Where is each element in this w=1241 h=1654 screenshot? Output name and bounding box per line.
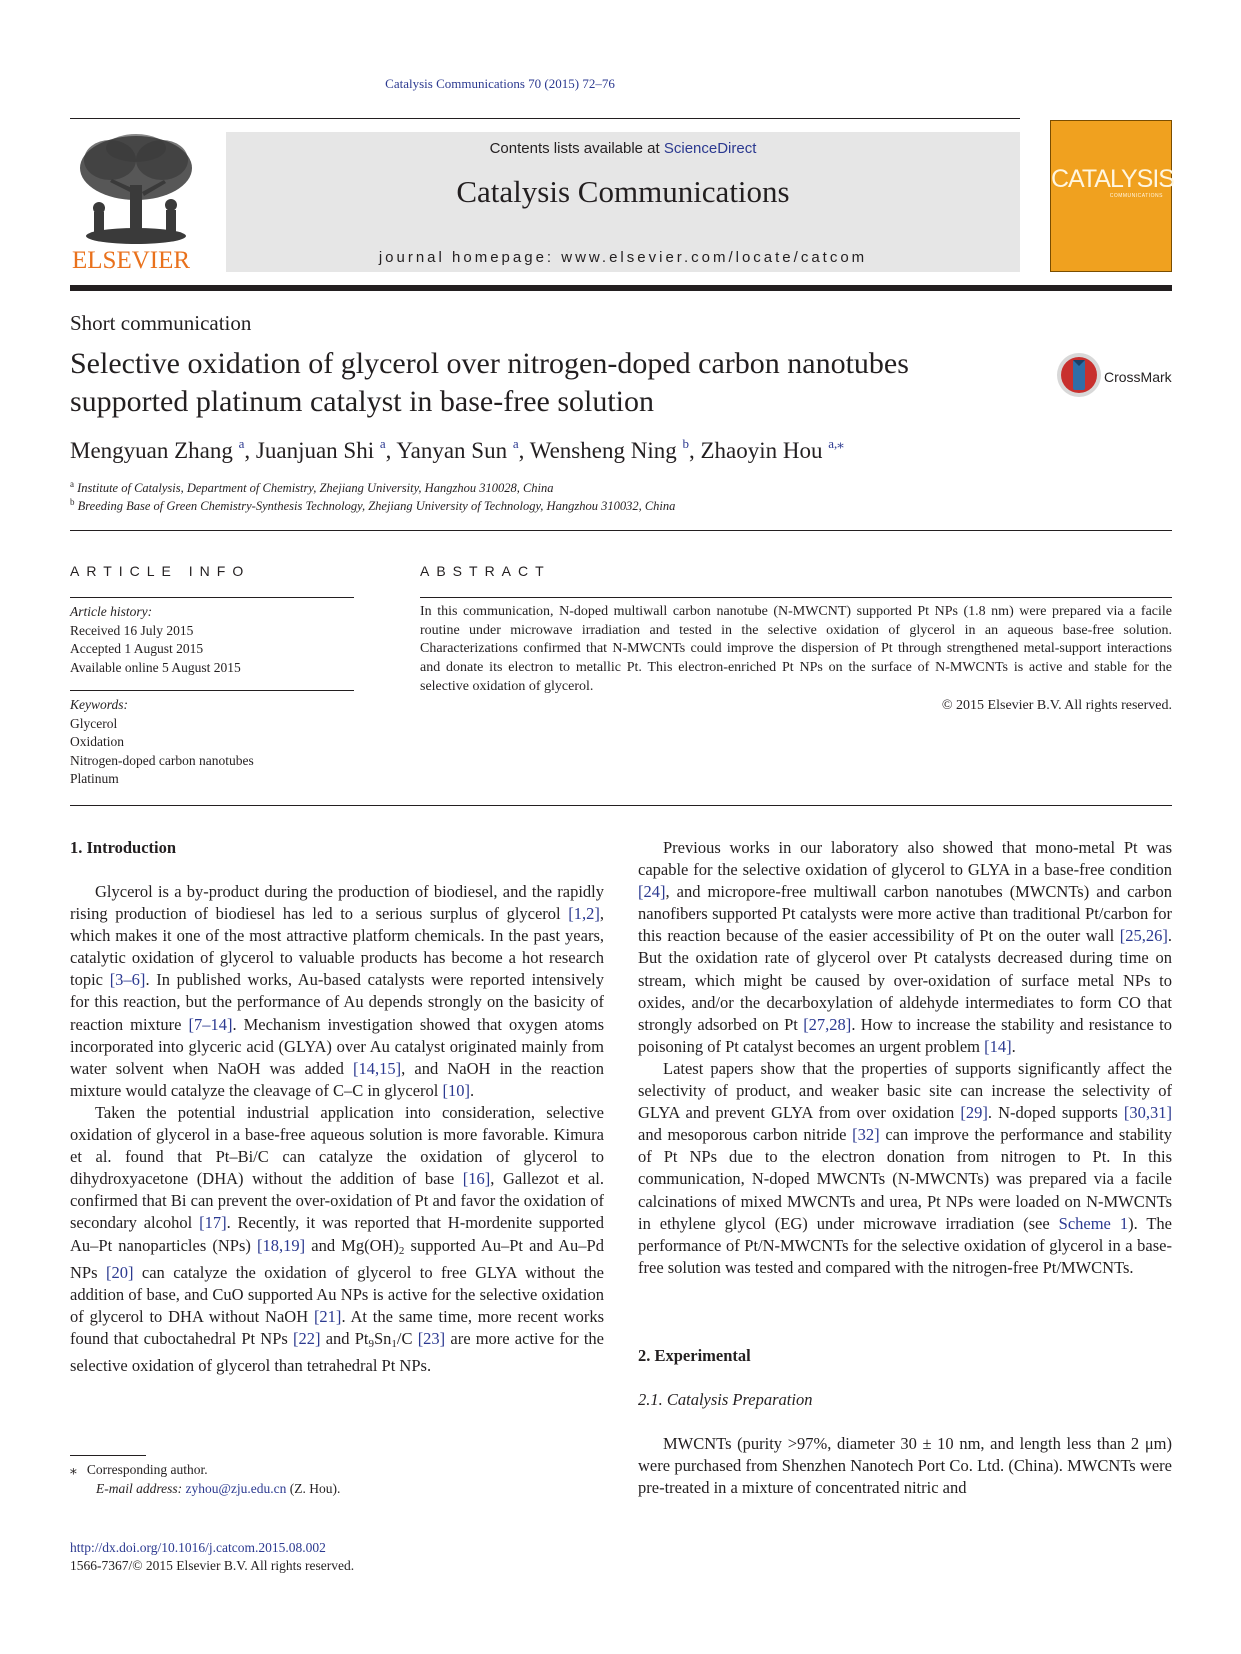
article-info-heading: ARTICLE INFO <box>70 563 251 579</box>
cover-subtitle: COMMUNICATIONS <box>1109 193 1163 199</box>
paragraph: Latest papers show that the properties of supports significantly affect the selectivity of product, and weaker basic site can increase the selectivity of GLYA and prevent GLYA from over oxidation [29]. N-doped supports [30,31] and mesoporous carbon nitride [32] can improve the performance and stability of Pt NPs due to the electron donation from nitrogen to Pt. In this communication, N-doped MWCNTs (N-MWCNTs) was prepared via a facile calcinations of mixed MWCNTs and urea, Pt NPs were loaded on N-MWCNTs in ethylene glycol (EG) under microwave irradiation (see Scheme 1). The performance of Pt/N-MWCNTs for the selective oxidation of glycerol in a base-free solution was tested and compared with the nitrogen-free Pt/MWCNTs. <box>638 1058 1173 1277</box>
article-history <box>70 603 241 677</box>
email-link[interactable]: zyhou@zju.edu.cn <box>185 1480 287 1496</box>
author-affiliation-mark[interactable]: a <box>238 436 245 451</box>
online-date: Available online 5 August 2015 <box>70 659 241 675</box>
author-name[interactable]: Yanyan Sun <box>396 438 508 463</box>
right-column-continued <box>638 1433 1172 1499</box>
author-affiliation-mark[interactable]: a <box>379 436 386 451</box>
keyword: Oxidation <box>70 734 124 749</box>
author-name[interactable]: Juanjuan Shi <box>255 438 375 463</box>
divider <box>70 690 354 691</box>
article-title: Selective oxidation of glycerol over nitrogen-doped carbon nanotubes supported platinum catalyst in base-free solution <box>70 347 909 418</box>
keyword: Nitrogen-doped carbon nanotubes <box>70 752 254 768</box>
journal-reference[interactable]: Catalysis Communications 70 (2015) 72–76 <box>385 76 615 91</box>
paragraph: Previous works in our laboratory also showed that mono-metal Pt was capable for the selective oxidation of glycerol to GLYA in a base-free condition [24], and micropore-free multiwall carbon nanotubes (MWCNTs) and carbon nanofibers supported Pt catalysts were more active than traditional Pt/carbon for this reaction because of the easier accessibility of Pt on the outer wall [25,26]. But the oxidation rate of glycerol over Pt catalysts decreased during time on stream, which might be caused by over-oxidation of surface metal NPs to oxides, and/or the decarboxylation of aldehyde intermediates to form CO that strongly adsorbed on Pt [27,28]. How to increase the stability and resistance to poisoning of Pt catalyst becomes an urgent problem [14]. <box>638 838 1172 1056</box>
elsevier-logo[interactable] <box>70 130 200 275</box>
citation-link[interactable]: [23] <box>417 1328 446 1348</box>
issn-line: 1566-7367/© 2015 Elsevier B.V. All rights reserved. <box>70 1557 355 1573</box>
right-column <box>638 837 1172 1279</box>
footnote-text: Corresponding author. <box>86 1462 208 1477</box>
citation-link[interactable]: [14,15] <box>353 1058 402 1078</box>
article-type: Short communication <box>70 311 252 335</box>
abstract-copyright: © 2015 Elsevier B.V. All rights reserved. <box>941 697 1172 713</box>
author-name[interactable]: Zhaoyin Hou <box>700 438 823 463</box>
journal-title: Catalysis Communications <box>456 174 790 209</box>
citation-link[interactable]: [7–14] <box>188 1014 233 1034</box>
crossmark-badge[interactable] <box>1056 352 1176 402</box>
journal-homepage-link[interactable]: journal homepage: www.elsevier.com/locate/catcom <box>378 249 868 266</box>
accepted-date: Accepted 1 August 2015 <box>70 641 204 656</box>
affiliation-a: $^a$ Institute of Catalysis, Department of Chemistry, Zhejiang University, Hangzhou 310028, China <box>70 479 554 495</box>
author-list: Mengyuan Zhang $^a$, Juanjuan Shi $^a$, Yanyan Sun $^a$, Wensheng Ning $^b$, Zhaoyin Hou $^{a,⁎}$ <box>70 436 844 463</box>
author-name[interactable]: Mengyuan Zhang <box>70 438 233 463</box>
keyword: Glycerol <box>70 715 118 731</box>
citation-link[interactable]: [14] <box>984 1036 1012 1056</box>
cover-title: CATALYSIS <box>1051 165 1174 193</box>
header-rule <box>70 118 1020 119</box>
keywords <box>70 696 254 789</box>
keywords-label: Keywords: <box>70 697 128 712</box>
citation-link[interactable]: [16] <box>462 1169 491 1189</box>
left-column <box>70 881 604 1377</box>
abstract-text: In this communication, N-doped multiwall carbon nanotube (N-MWCNT) supported Pt NPs (1.8 nm) were prepared via a facile routine under microwave irradiation and tested in the selective oxidation of glycerol in an aqueous base-free solution. Characterizations confirmed that N-MWCNTs could improve the dispersion of Pt through strengthened metal-support interactions and donate its electron to metallic Pt. This electron-enriched Pt NPs on the surface of N-MWCNTs is active and stable for the selective oxidation of glycerol. <box>420 604 1172 694</box>
citation-link[interactable]: [3–6] <box>109 970 146 990</box>
author-affiliation-mark[interactable]: a,⁎ <box>828 436 844 451</box>
doi-link[interactable]: http://dx.doi.org/10.1016/j.catcom.2015.08.002 <box>70 1540 326 1555</box>
keyword: Platinum <box>70 771 119 786</box>
citation-link[interactable]: [32] <box>852 1125 880 1145</box>
citation-link[interactable]: [21] <box>313 1306 342 1326</box>
crossmark-icon <box>1056 352 1102 398</box>
paragraph: MWCNTs (purity >97%, diameter 30 ± 10 nm, and length less than 2 μm) were purchased from Shenzhen Nanotech Port Co. Ltd. (China). MWCNTs were pre-treated in a mixture of concentrated nitric and <box>638 1434 1172 1498</box>
header-thick-rule <box>70 285 1172 291</box>
journal-banner <box>226 132 1020 272</box>
section-heading-experimental: 2. Experimental <box>638 1346 751 1365</box>
abstract-heading: ABSTRACT <box>420 563 551 579</box>
section-heading-introduction: 1. Introduction <box>70 838 177 857</box>
history-label: Article history: <box>70 604 153 619</box>
divider <box>70 597 354 598</box>
citation-link[interactable]: [25,26] <box>1119 926 1168 946</box>
author-affiliation-mark[interactable]: b <box>682 436 689 451</box>
citation-link[interactable]: [10] <box>442 1080 470 1100</box>
footnote-mark: ⁎ <box>70 1462 77 1477</box>
citation-link[interactable]: [29] <box>960 1103 988 1123</box>
citation-link[interactable]: [27,28] <box>803 1014 852 1034</box>
paragraph: Glycerol is a by-product during the production of biodiesel, and the rapidly rising production of biodiesel has led to a serious surplus of glycerol [1,2], which makes it one of the most attractive platform chemicals. In the past years, catalytic oxidation of glycerol to valuable products has become a hot research topic [3–6]. In published works, Au-based catalysts were reported intensively for this reaction, but the performance of Au depends strongly on the basicity of reaction mixture [7–14]. Mechanism investigation showed that oxygen atoms incorporated into glyceric acid (GLYA) over Au catalyst originated mainly from water solvent when NaOH was added [14,15], and NaOH in the reaction mixture would catalyze the cleavage of C–C in glycerol [10]. <box>70 882 604 1100</box>
contents-line: Contents lists available at ScienceDirect <box>489 140 757 157</box>
doi-block <box>70 1539 354 1574</box>
author-name[interactable]: Wensheng Ning <box>529 438 677 463</box>
citation-link[interactable]: [30,31] <box>1123 1103 1173 1123</box>
citation-link[interactable]: [24] <box>638 882 666 902</box>
scheme-link[interactable]: Scheme 1 <box>1058 1213 1129 1233</box>
divider <box>70 530 1172 531</box>
subsection-heading-preparation: 2.1. Catalysis Preparation <box>638 1390 813 1409</box>
citation-link[interactable]: [18,19] <box>257 1235 306 1255</box>
citation-link[interactable]: [17] <box>199 1213 227 1233</box>
sciencedirect-link[interactable]: ScienceDirect <box>663 140 757 157</box>
crossmark-label: CrossMark <box>1104 369 1172 385</box>
affiliation-b: $^b$ Breeding Base of Green Chemistry-Synthesis Technology, Zhejiang University of Technology, Hangzhou 310032, China <box>70 497 676 513</box>
divider <box>70 805 1172 806</box>
publisher-wordmark: ELSEVIER <box>72 247 191 274</box>
citation-link[interactable]: [20] <box>105 1262 134 1282</box>
paragraph: Taken the potential industrial application into consideration, selective oxidation of glycerol in a base-free aqueous solution is more favorable. Kimura et al. found that Pt–Bi/C can catalyze the oxidation of glycerol to dihydroxyacetone (DHA) without the addition of base [16], Gallezot et al. confirmed that Bi can prevent the over-oxidation of Pt and favor the oxidation of secondary alcohol [17]. Recently, it was reported that H-mordenite supported Au–Pt nanoparticles (NPs) [18,19] and $Mg(OH)_2$ supported Au–Pt and Au–Pd NPs [20] can catalyze the oxidation of glycerol to free GLYA without the addition of base, and CuO supported Au NPs is active for the selective oxidation of glycerol to DHA without NaOH [21]. At the same time, more recent works found that cuboctahedral Pt NPs [22] and $Pt_9Sn_1/C$ [23] are more active for the selective oxidation of glycerol than tetrahedral Pt NPs. <box>70 1102 604 1375</box>
abstract-body <box>420 603 1172 715</box>
footnote-rule <box>70 1455 146 1456</box>
divider <box>420 597 1172 598</box>
received-date: Received 16 July 2015 <box>70 622 194 638</box>
elsevier-tree-icon <box>70 130 200 248</box>
corresponding-author-footnote: ⁎ Corresponding author. E-mail address: zyhou@zju.edu.cn (Z. Hou). <box>70 1462 341 1496</box>
author-affiliation-mark[interactable]: a <box>512 436 519 451</box>
journal-cover[interactable] <box>1050 120 1172 272</box>
citation-link[interactable]: [22] <box>293 1328 321 1348</box>
citation-link[interactable]: [1,2] <box>568 904 600 924</box>
